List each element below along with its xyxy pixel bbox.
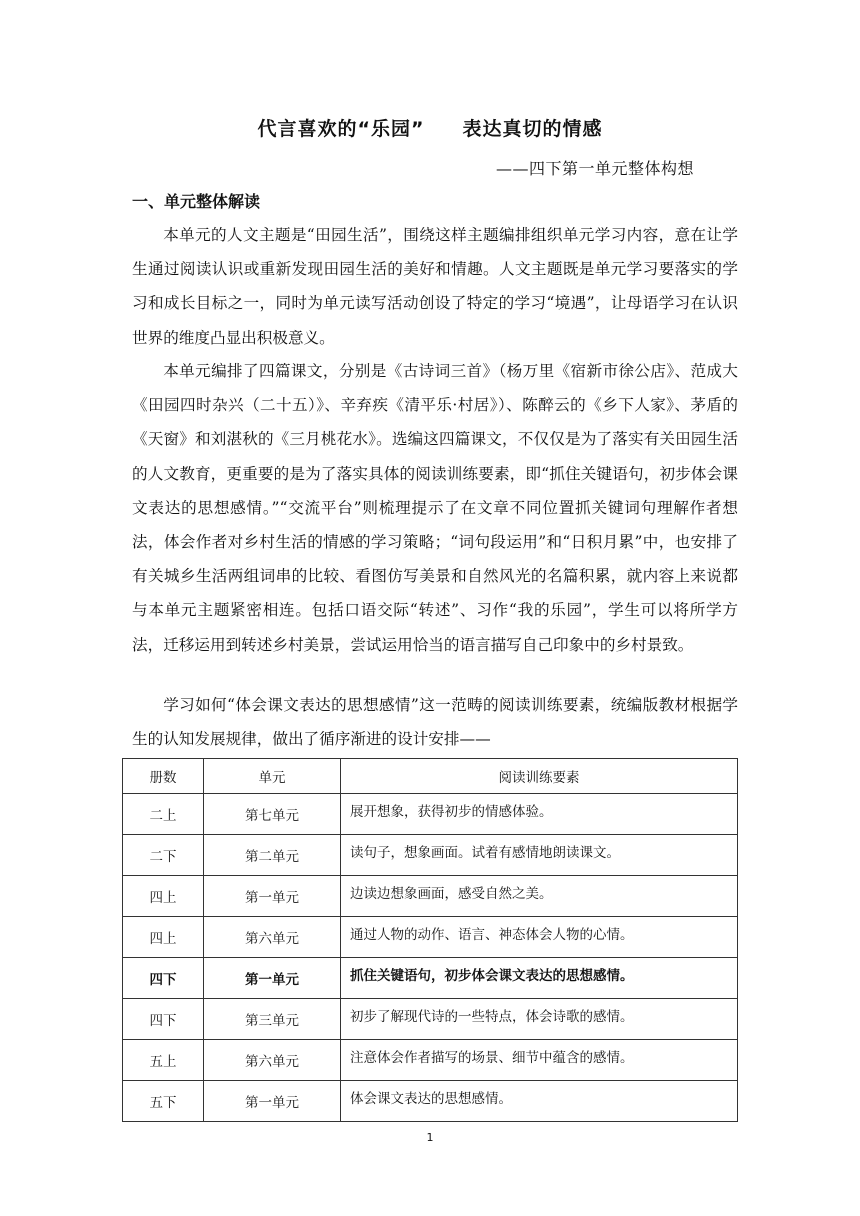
cell-unit: 第六单元 xyxy=(204,1040,341,1081)
paragraph-1 xyxy=(132,218,738,355)
header-unit: 单元 xyxy=(204,759,341,794)
cell-book: 四下 xyxy=(123,958,204,999)
table-row xyxy=(123,917,738,958)
table-row-highlighted xyxy=(123,958,738,999)
cell-element: 通过人物的动作、语言、神态体会人物的心情。 xyxy=(341,917,738,958)
table-row xyxy=(123,835,738,876)
cell-element: 读句子，想象画面。试着有感情地朗读课文。 xyxy=(341,835,738,876)
cell-unit: 第一单元 xyxy=(204,958,341,999)
header-element: 阅读训练要素 xyxy=(341,759,738,794)
cell-element: 注意体会作者描写的场景、细节中蕴含的感情。 xyxy=(341,1040,738,1081)
cell-unit: 第三单元 xyxy=(204,999,341,1040)
table-header-row xyxy=(123,759,738,794)
document-title xyxy=(0,114,860,141)
cell-book: 四上 xyxy=(123,876,204,917)
cell-book: 五上 xyxy=(123,1040,204,1081)
title-part2: 表达真切的情感 xyxy=(462,118,603,140)
cell-unit: 第七单元 xyxy=(204,794,341,835)
section-heading: 一、单元整体解读 xyxy=(132,192,261,211)
paragraph-text: 本单元编排了四篇课文，分别是《古诗词三首》（杨万里《宿新市徐公店》、范成大《田园四时杂兴（二十五）》、辛弃疾《清平乐·村居》）、陈醉云的《乡下人家》、茅盾的《天窗》和刘湛秋的《三月桃花水》。选编这四篇课文，不仅仅是为了落实有关田园生活的人文教育，更重要的是为了落实具体的阅读训练要素，即“抓住关键语句，初步体会课文表达的思想感情。”“交流平台”则梳理提示了在文章不同位置抓关键词句理解作者想法，体会作者对乡村生活的情感的学习策略；“词句段运用”和“日积月累”中，也安排了有关城乡生活两组词串的比较、看图仿写美景和自然风光的名篇积累，就内容上来说都与本单元主题紧密相连。包括口语交际“转述”、习作“我的乐园”，学生可以将所学方法，迁移运用到转述乡村美景，尝试运用恰当的语言描写自己印象中的乡村景致。 xyxy=(132,362,738,654)
cell-element: 初步了解现代诗的一些特点，体会诗歌的感情。 xyxy=(341,999,738,1040)
table-row xyxy=(123,1040,738,1081)
cell-book: 二上 xyxy=(123,794,204,835)
table-row xyxy=(123,1081,738,1122)
cell-book: 五下 xyxy=(123,1081,204,1122)
cell-element: 体会课文表达的思想感情。 xyxy=(341,1081,738,1122)
cell-book: 二下 xyxy=(123,835,204,876)
table-row xyxy=(123,876,738,917)
page-number: 1 xyxy=(426,1131,434,1144)
cell-unit: 第二单元 xyxy=(204,835,341,876)
table-row xyxy=(123,999,738,1040)
paragraph-3 xyxy=(132,688,738,756)
header-book: 册数 xyxy=(123,759,204,794)
cell-unit: 第一单元 xyxy=(204,1081,341,1122)
cell-book: 四下 xyxy=(123,999,204,1040)
cell-unit: 第六单元 xyxy=(204,917,341,958)
table-row xyxy=(123,794,738,835)
cell-element: 边读边想象画面，感受自然之美。 xyxy=(341,876,738,917)
cell-book: 四上 xyxy=(123,917,204,958)
cell-element: 抓住关键语句，初步体会课文表达的思想感情。 xyxy=(341,958,738,999)
title-part1: 代言喜欢的“乐园” xyxy=(257,118,425,140)
cell-element: 展开想象，获得初步的情感体验。 xyxy=(341,794,738,835)
paragraph-text: 学习如何“体会课文表达的思想感情”这一范畴的阅读训练要素，统编版教材根据学生的认知发展规律，做出了循序渐进的设计安排—— xyxy=(132,696,738,749)
reading-elements-table xyxy=(122,758,738,1122)
cell-unit: 第一单元 xyxy=(204,876,341,917)
document-subtitle: ——四下第一单元整体构想 xyxy=(496,159,695,178)
paragraph-text: 本单元的人文主题是“田园生活”，围绕这样主题编排组织单元学习内容，意在让学生通过阅读认识或重新发现田园生活的美好和情趣。人文主题既是单元学习要落实的学习和成长目标之一，同时为单元读写活动创设了特定的学习“境遇”，让母语学习在认识世界的维度凸显出积极意义。 xyxy=(132,226,738,347)
paragraph-2 xyxy=(132,354,738,662)
